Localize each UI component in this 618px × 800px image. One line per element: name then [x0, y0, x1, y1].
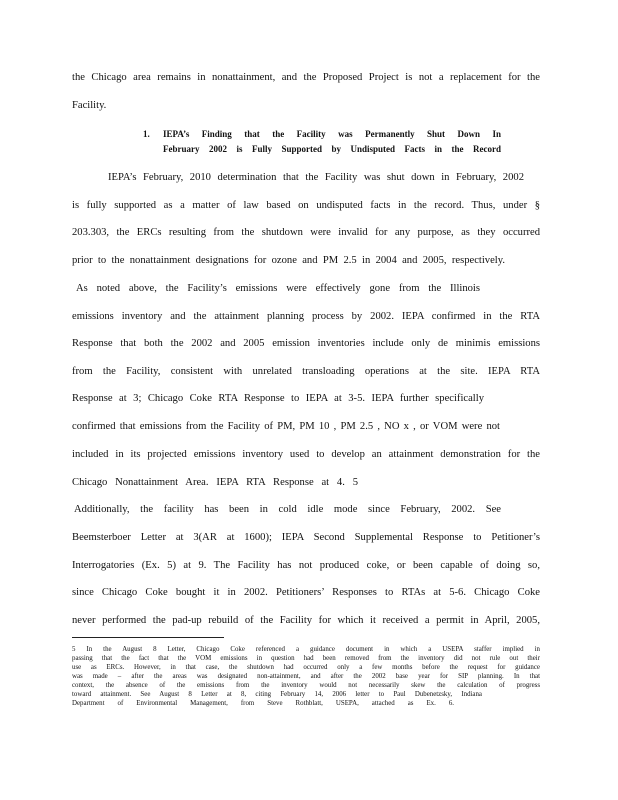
body-line: 203.303, the ERCs resulting from the shutdown were invalid for any purpose, as they occurred	[72, 227, 540, 238]
body-line: Facility.	[72, 100, 107, 111]
body-line: Interrogatories (Ex. 5) at 9. The Facility has not produced coke, or been capable of doing so,	[72, 560, 540, 571]
body-line: Additionally, the facility has been in cold idle mode since February, 2002. See	[74, 504, 501, 515]
footnote-line: use as ERCs. However, in that case, the shutdown had occurred only a few months before the request for guidance	[72, 664, 540, 671]
body-line-part: Response that both the 2002 and 2005 emission inventories include only de minimis emissions	[72, 338, 540, 349]
footnote-line: context, the absence of the emissions from the inventory would not necessarily skew the calculation of progress	[72, 682, 540, 689]
body-line: is fully supported as a matter of law based on undisputed facts in the record. Thus, under §	[72, 200, 540, 211]
section-heading-line-2: February 2002 is Fully Supported by Undisputed Facts in the Record	[163, 144, 501, 154]
footnote-separator	[72, 637, 224, 638]
body-line: from the Facility, consistent with unrelated transloading operations at the site. IEPA RTA	[72, 366, 540, 377]
section-heading-number: 1.	[143, 129, 150, 139]
body-line: prior to the nonattainment designations for ozone and PM 2.5 in 2004 and 2005, respectively.	[72, 255, 505, 266]
body-line: Beemsterboer Letter at 3(AR at 1600); IEPA Second Supplemental Response to Petitioner’s	[72, 532, 540, 543]
section-heading-line-1: IEPA’s Finding that the Facility was Permanently Shut Down In	[163, 129, 501, 139]
footnote-line: 5 In the August 8 Letter, Chicago Coke referenced a guidance document in which a USEPA staffer implied in	[72, 646, 540, 653]
body-line	[72, 337, 540, 351]
body-line: never performed the pad-up rebuild of the Facility for which it received a permit in April, 2005,	[72, 615, 540, 626]
body-line: the Chicago area remains in nonattainment, and the Proposed Project is not a replacement for the	[72, 72, 540, 83]
body-line: As noted above, the Facility’s emissions were effectively gone from the Illinois	[76, 283, 480, 294]
footnote-line: toward attainment. See August 8 Letter at 8, citing February 14, 2006 letter to Paul Dubenetzsky, Indiana	[72, 691, 482, 698]
body-line: Chicago Nonattainment Area. IEPA RTA Response at 4. 5	[72, 477, 358, 488]
body-line: emissions inventory and the attainment planning process by 2002. IEPA confirmed in the RTA	[72, 311, 540, 322]
body-line: since Chicago Coke bought it in 2002. Petitioners’ Responses to RTAs at 5-6. Chicago Coke	[72, 587, 540, 598]
footnote-line: passing that the fact that the VOM emissions in question had been removed from the inventory did not rule out their	[72, 655, 540, 662]
body-line: Response at 3; Chicago Coke RTA Response to IEPA at 3-5. IEPA further specifically	[72, 393, 484, 404]
body-line: included in its projected emissions inventory used to develop an attainment demonstration for the	[72, 449, 540, 460]
body-line: confirmed that emissions from the Facility of PM, PM 10 , PM 2.5 , NO x , or VOM were not	[72, 421, 500, 432]
body-line: IEPA’s February, 2010 determination that the Facility was shut down in February, 2002	[108, 172, 524, 183]
footnote-line: Department of Environmental Management, from Steve Rothblatt, USEPA, attached as Ex. 6.	[72, 700, 454, 707]
footnote-line: was made – after the areas was designated non-attainment, and after the 2002 base year for SIP planning. In that	[72, 673, 540, 680]
